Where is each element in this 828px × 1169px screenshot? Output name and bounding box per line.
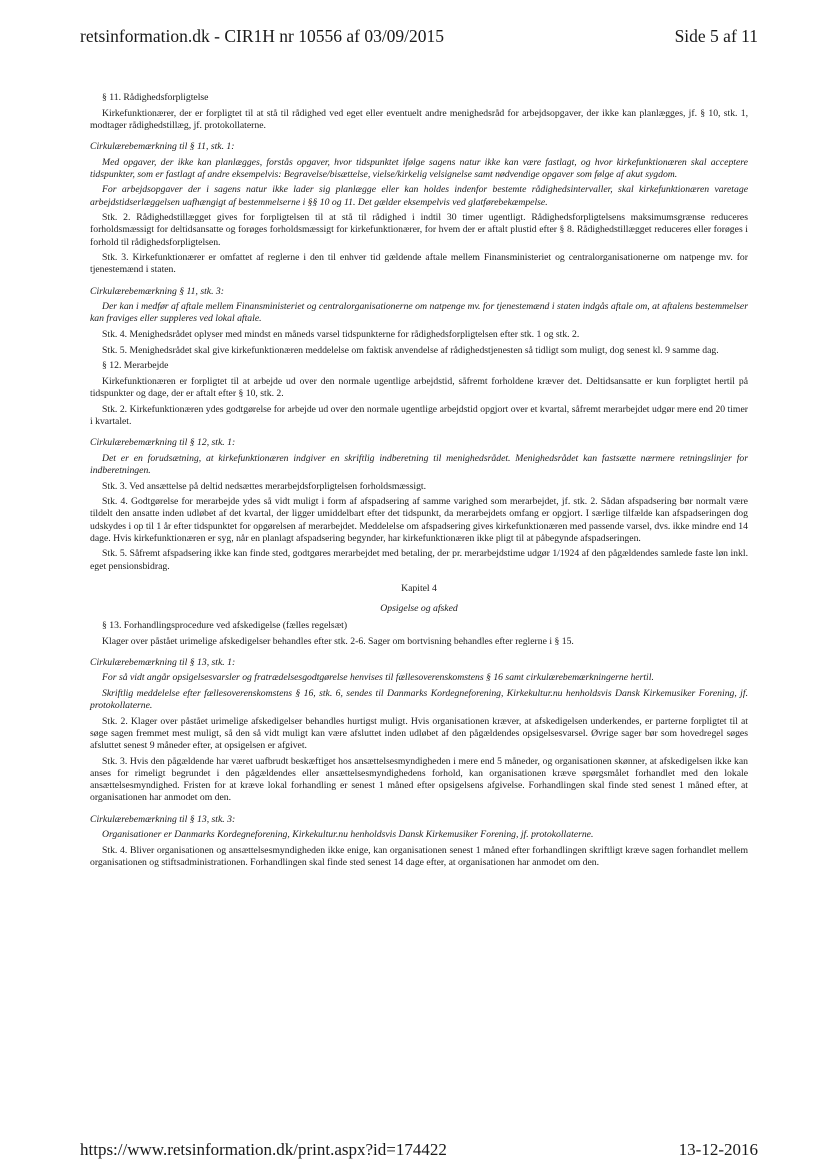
- section-11-stk-5: Stk. 5. Menighedsrådet skal give kirkefunktionæren meddelelse om faktisk anvendelse af rådighedstjenesten så tidligt som muligt, dog senest kl. 9 samme dag.: [102, 344, 719, 356]
- circular-note-heading: Cirkulærebemærkning § 11, stk. 3:: [90, 285, 224, 297]
- section-12-stk-4: Stk. 4. Godtgørelse for merarbejde ydes så vidt muligt i form af afspadsering af samme varighed som merarbejdet, jf. stk. 2. Sådan afspadsering bør normalt være tildelt den ansatte inden udløbet af det kvartal, der ligger umiddelbart efter det tidspunkt, da merarbejdets omfang er opgjort. I særlige tilfælde kan afspadseringen dog udskydes i op til 1 år efter tidspunktet for opgørelsen af merarbejdet. Meddelelse om afspadsering gives kirkefunktionæren med passende varsel, dvs. ikke mindre end 14 dage. Hvis kirkefunktionæren er syg, når en planlagt afspadsering begynder, har kirkefunktionæren ikke pligt til at påbegynde afspadseringen.: [90, 496, 748, 544]
- circular-note-heading: Cirkulærebemærkning til § 13, stk. 1:: [90, 656, 236, 668]
- chapter-heading: Kapitel 4: [401, 582, 437, 594]
- section-13-stk-2: Stk. 2. Klager over påstået urimelige afskedigelser behandles hurtigst muligt. Hvis organisationen kræver, at afskedigelsen underkendes, er parterne forpligtet til at søge sagen fremmet mest muligt, så den så vidt muligt kan være afsluttet inden udløbet af den pågældendes opsigelsesvarsel. Øvrige sager bør som hovedregel søges afsluttet senest 9 måneder efter, at opsigelsen er afgivet.: [90, 715, 748, 752]
- circular-note-paragraph: Med opgaver, der ikke kan planlægges, forstås opgaver, hvor tidspunktet ifølge sagens natur ikke kan være fastlagt, og hvor kirkefunktionæren skal acceptere tidspunkter, som er fastlagt af andre eksempelvis: Begravelse/bisættelse, vielse/kirkelig velsignelse samt nødvendige opgaver som følge af akut sygdom.: [90, 156, 748, 180]
- section-11-paragraph: Kirkefunktionærer, der er forpligtet til at stå til rådighed ved eget eller eventuelt andre menighedsråd for arbejdsopgaver, der ikke kan planlægges, jf. § 10, stk. 1, modtager rådighedstillæg, jf. protokollaterne.: [90, 107, 748, 131]
- section-11-title: § 11. Rådighedsforpligtelse: [102, 92, 209, 103]
- circular-note-paragraph: Der kan i medfør af aftale mellem Finansministeriet og centralorganisationerne om natpenge mv. for tjenestemænd i staten indgås aftale om, at aftalens bestemmelser kan fraviges eller suppleres ved lokal aftale.: [90, 301, 748, 325]
- section-13-stk-3: Stk. 3. Hvis den pågældende har været uafbrudt beskæftiget hos ansættelsesmyndigheden i mere end 5 måneder, og organisationen skønner, at afskedigelsen ikke kan anses for rimeligt begrundet i den pågældendes eller ansættelsesmyndighedens forhold, kan organisationen kræve spørgsmålet forhandlet med den lokale ansættelsesmyndighed. Fristen for at kræve lokal forhandling er senest 1 måned efter opsigelsens afgivelse. Forhandlingen skal finde sted senest 1 måned efter, at organisationen har anmodet om den.: [90, 755, 748, 804]
- document-body: [90, 92, 748, 873]
- section-12-stk-2: Stk. 2. Kirkefunktionæren ydes godtgørelse for arbejde ud over den normale ugentlige arbejdstid opgjort over et kvartal, såfremt merarbejdet udgør mere end 20 timer i kvartalet.: [90, 403, 748, 427]
- section-12-stk-5: Stk. 5. Såfremt afspadsering ikke kan finde sted, godtgøres merarbejdet med betaling, der pr. merarbejdstime udgør 1/1924 af den pågældendes samlede faste løn inkl. eget pensionsbidrag.: [90, 548, 748, 572]
- section-11-stk-2: Stk. 2. Rådighedstillægget gives for forpligtelsen til at stå til rådighed i indtil 30 timer ugentligt. Rådighedsforpligtelsens maksimumsgrænse reduceres forholdsmæssigt for deltidsansatte og forøges forholdsmæssigt for kirkefunktionærer, for hvem der er aftalt plustid efter § 8. Rådighedstillægget reduceres eller forøges i forhold til rådighedsforpligtelsen.: [90, 212, 748, 248]
- circular-note-heading: Cirkulærebemærkning til § 11, stk. 1:: [90, 140, 235, 152]
- chapter-title: Opsigelse og afsked: [380, 602, 458, 614]
- circular-note-paragraph: Det er en forudsætning, at kirkefunktionæren indgiver en skriftlig indberetning til menighedsrådet. Menighedsrådet kan fastsætte nærmere retningslinjer for indberetningen.: [90, 452, 748, 476]
- circular-note-paragraph: For så vidt angår opsigelsesvarsler og fratrædelsesgodtgørelse henvises til fællesoverenskomstens § 16 samt cirkulærebemærkningerne hertil.: [102, 672, 654, 684]
- section-11-stk-3: Stk. 3. Kirkefunktionærer er omfattet af reglerne i den til enhver tid gældende aftale mellem Finansministeriet og centralorganisationerne om natpenge mv. for tjenestemænd i staten.: [90, 252, 748, 276]
- section-13-title: § 13. Forhandlingsprocedure ved afskedigelse (fælles regelsæt): [102, 619, 348, 631]
- page-footer-date: 13-12-2016: [678, 1140, 758, 1159]
- page-header-title: retsinformation.dk - CIR1H nr 10556 af 03/09/2015: [80, 26, 445, 46]
- page-footer-url: https://www.retsinformation.dk/print.aspx?id=174422: [80, 1140, 447, 1159]
- section-12-paragraph: Kirkefunktionæren er forpligtet til at arbejde ud over den normale ugentlige arbejdstid, såfremt forholdene kræver det. Deltidsansatte er kun forpligtet hertil på tidspunkter og dage, der er aftalt efter § 10, stk. 2.: [90, 375, 748, 400]
- circular-note-paragraph: Organisationer er Danmarks Kordegneforening, Kirkekultur.nu henholdsvis Dansk Kirkemusiker Forening, jf. protokollaterne.: [102, 829, 594, 841]
- circular-note-heading: Cirkulærebemærkning til § 13, stk. 3:: [90, 813, 236, 825]
- section-12-title: § 12. Merarbejde: [102, 360, 169, 372]
- section-13-paragraph: Klager over påstået urimelige afskedigelser behandles efter stk. 2-6. Sager om bortvisning behandles efter reglerne i § 15.: [102, 635, 574, 647]
- page-number: Side 5 af 11: [674, 26, 758, 46]
- circular-note-paragraph: Skriftlig meddelelse efter fællesoverenskomstens § 16, stk. 6, sendes til Danmarks Kordegneforening, Kirkekultur.nu henholdsvis Dansk Kirkemusiker Forening, jf. protokollaterne.: [90, 688, 748, 712]
- section-11-stk-4: Stk. 4. Menighedsrådet oplyser med mindst en måneds varsel tidspunkterne for rådighedsforpligtelsen efter stk. 1 og stk. 2.: [102, 329, 580, 340]
- circular-note-paragraph: For arbejdsopgaver der i sagens natur ikke lader sig planlægge eller kan holdes indenfor bestemte rådighedsintervaller, skal kirkefunktionæren varetage arbejdstidserlæggelsen uafhængigt af bestemmelserne i §§ 10 og 11. Det gælder eksempelvis ved glatførebekæmpelse.: [90, 184, 748, 208]
- section-13-stk-4: Stk. 4. Bliver organisationen og ansættelsesmyndigheden ikke enige, kan organisationen senest 1 måned efter forhandlingen skriftligt kræve sagen forhandlet mellem organisationen og stiftsadministrationen. Forhandlingen skal finde sted senest 14 dage efter, at organisationen har anmodet om den.: [90, 844, 748, 868]
- section-12-stk-3: Stk. 3. Ved ansættelse på deltid nedsættes merarbejdsforpligtelsen forholdsmæssigt.: [102, 480, 427, 492]
- circular-note-heading: Cirkulærebemærkning til § 12, stk. 1:: [90, 437, 236, 449]
